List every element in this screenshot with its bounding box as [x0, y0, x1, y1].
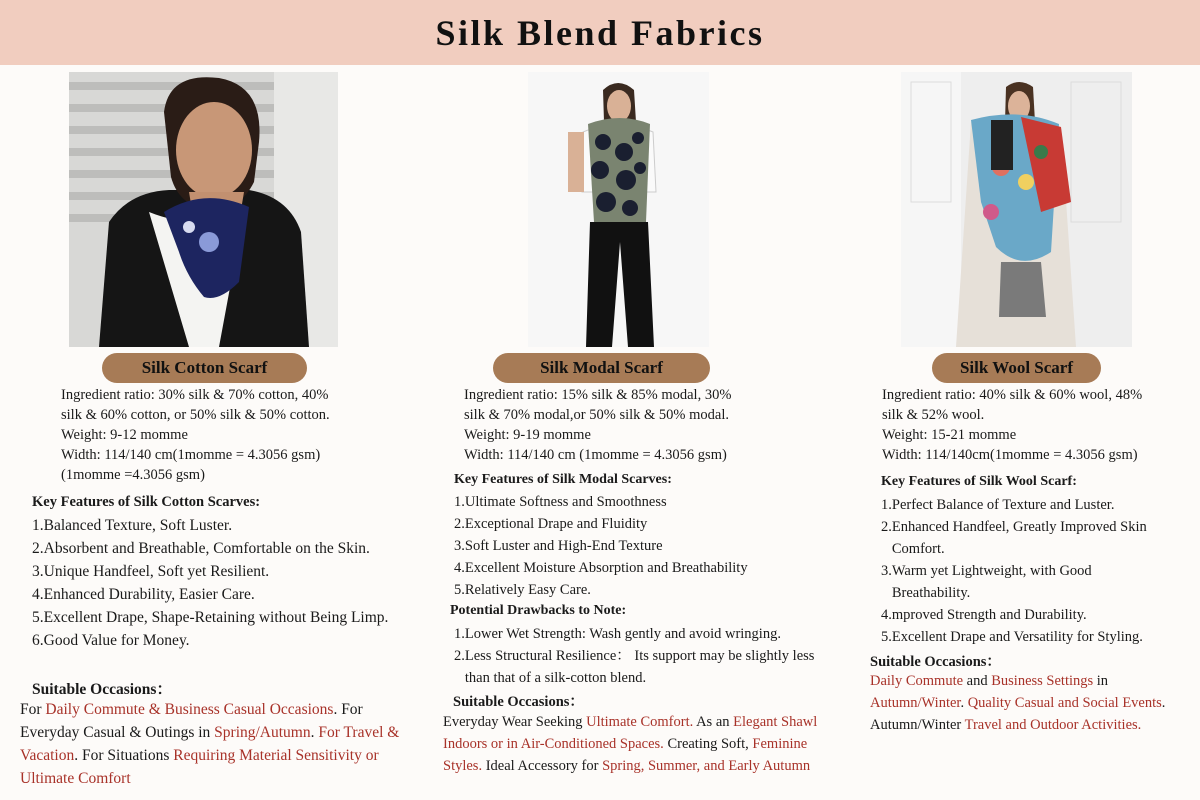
list-item: 3. Soft Luster and High-End Texture [454, 538, 663, 554]
spec-line: silk & 60% cotton, or 50% silk & 50% cotton. [61, 407, 330, 423]
list-item: 4. Excellent Moisture Absorption and Breathability [454, 560, 748, 576]
list-item: 1. Lower Wet Strength: Wash gently and avoid wringing. [454, 626, 781, 642]
list-item: 4. mproved Strength and Durability. [881, 607, 1087, 623]
occasions-text: Daily Commute and Business Settings in Autumn/Winter. Quality Casual and Social Events. Autumn/Winter Travel and Outdoor Activities. [870, 673, 1166, 733]
spec-line: Width: 114/140cm(1momme = 4.3056 gsm) [882, 447, 1138, 463]
spec-line: Weight: 9-19 momme [464, 427, 591, 443]
list-item: 3. Unique Handfeel, Soft yet Resilient. [32, 563, 270, 580]
list-item: 2. Enhanced Handfeel, Greatly Improved Skin Comfort. [881, 519, 1147, 557]
list-item: 4. Enhanced Durability, Easier Care. [32, 586, 255, 603]
features-title: Key Features of Silk Cotton Scarves: [32, 494, 261, 510]
occasions-text: Everyday Wear Seeking Ultimate Comfort. As an Elegant Shawl Indoors or in Air-Conditioned Spaces. Creating Soft, Feminine Styles. Ideal Accessory for Spring, Summer, and Early Autumn [443, 714, 818, 774]
spec-line: silk & 52% wool. [882, 407, 985, 423]
features-title: Key Features of Silk Modal Scarves: [454, 472, 672, 487]
list-item: 5. Excellent Drape, Shape-Retaining without Being Limp. [32, 609, 389, 626]
features-list [454, 491, 824, 601]
model-photo-silk-wool-scarf [901, 72, 1132, 347]
spec-line: Width: 114/140 cm(1momme = 4.3056 gsm) [61, 447, 321, 463]
product-specs [464, 385, 731, 465]
list-item: 1. Balanced Texture, Soft Luster. [32, 517, 233, 534]
list-item: 1. Ultimate Softness and Smoothness [454, 494, 667, 510]
product-specs [882, 385, 1142, 465]
list-item: 3. Warm yet Lightweight, with Good Breathability. [881, 563, 1092, 601]
occasions-title: Suitable Occasions： [870, 654, 1001, 670]
spec-line: Weight: 9-12 momme [61, 427, 188, 443]
occasions-text: For Daily Commute & Business Casual Occasions. For Everyday Casual & Outings in Spring/Autumn. For Travel & Vacation. For Situations Requiring Material Sensitivity or Ultimate Comfort [20, 701, 400, 787]
product-name-pill: Silk Modal Scarf [493, 353, 710, 383]
features-list [32, 514, 412, 652]
list-item: 6. Good Value for Money. [32, 632, 190, 649]
spec-line: (1momme =4.3056 gsm) [61, 467, 205, 483]
spec-line: Width: 114/140 cm (1momme = 4.3056 gsm) [464, 447, 727, 463]
page-header [0, 0, 1200, 65]
page-title: Silk Blend Fabrics [435, 12, 765, 53]
list-item: 5. Excellent Drape and Versatility for Styling. [881, 629, 1143, 645]
list-item: 2. Less Structural Resilience： Its support may be slightly less than that of a silk-cotton blend. [454, 648, 815, 686]
model-photo-silk-cotton-scarf [69, 72, 338, 347]
list-item: 1. Perfect Balance of Texture and Luster. [881, 497, 1115, 513]
spec-line: Ingredient ratio: 15% silk & 85% modal, 30% [464, 387, 732, 403]
spec-line: Weight: 15-21 momme [882, 427, 1017, 443]
spec-line: Ingredient ratio: 40% silk & 60% wool, 48% [882, 387, 1143, 403]
drawbacks-list [454, 623, 816, 689]
features-list [881, 494, 1181, 648]
occasions-title: Suitable Occasions： [32, 681, 172, 698]
features-title: Key Features of Silk Wool Scarf: [881, 474, 1077, 489]
spec-line: silk & 70% modal,or 50% silk & 50% modal. [464, 407, 730, 423]
list-item: 2. Absorbent and Breathable, Comfortable on the Skin. [32, 540, 370, 557]
spec-line: Ingredient ratio: 30% silk & 70% cotton, 40% [61, 387, 329, 403]
product-name-pill: Silk Cotton Scarf [102, 353, 307, 383]
product-specs [61, 385, 330, 485]
list-item: 2. Exceptional Drape and Fluidity [454, 516, 648, 532]
model-photo-silk-modal-scarf [528, 72, 709, 347]
drawbacks-title: Potential Drawbacks to Note: [450, 603, 627, 618]
product-name-pill: Silk Wool Scarf [932, 353, 1101, 383]
list-item: 5. Relatively Easy Care. [454, 582, 591, 598]
occasions-title: Suitable Occasions： [453, 694, 584, 710]
